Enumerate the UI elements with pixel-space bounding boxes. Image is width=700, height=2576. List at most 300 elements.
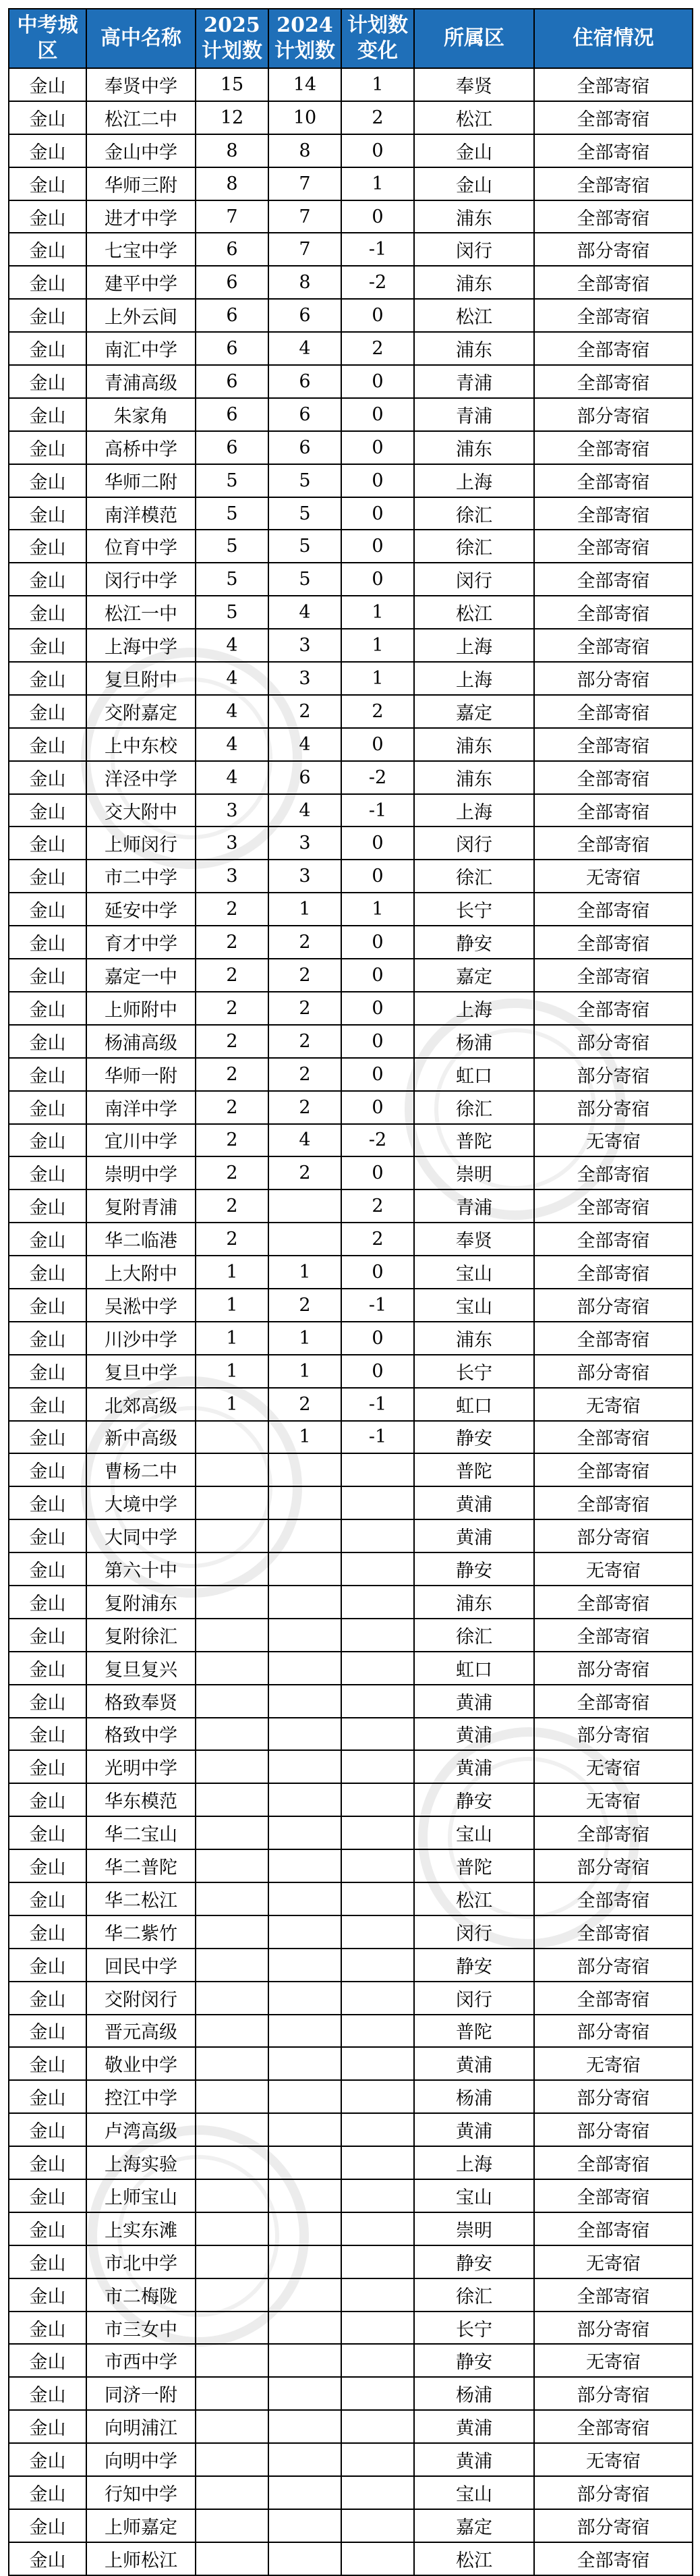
cell-school-name: 北郊高级 xyxy=(86,1388,196,1421)
cell-plan-2025 xyxy=(196,1982,268,2015)
cell-school-name: 敬业中学 xyxy=(86,2047,196,2080)
cell-district: 金山 xyxy=(9,959,86,992)
cell-boarding: 全部寄宿 xyxy=(534,761,693,794)
cell-boarding: 部分寄宿 xyxy=(534,1718,693,1751)
cell-plan-change: 0 xyxy=(341,926,414,959)
cell-plan-2025: 1 xyxy=(196,1256,268,1289)
cell-school-name: 华师二附 xyxy=(86,464,196,497)
cell-district: 金山 xyxy=(9,1322,86,1355)
cell-school-district: 上海 xyxy=(414,662,534,695)
cell-school-district: 黄浦 xyxy=(414,1685,534,1718)
cell-school-district: 宝山 xyxy=(414,1816,534,1849)
cell-district: 金山 xyxy=(9,2476,86,2509)
cell-boarding: 全部寄宿 xyxy=(534,530,693,563)
cell-school-name: 上大附中 xyxy=(86,1256,196,1289)
cell-school-district: 虹口 xyxy=(414,1388,534,1421)
table-row xyxy=(9,1388,693,1421)
cell-school-district: 浦东 xyxy=(414,761,534,794)
cell-school-district: 金山 xyxy=(414,134,534,167)
cell-plan-2025: 4 xyxy=(196,761,268,794)
table-row xyxy=(9,68,693,101)
cell-plan-2025 xyxy=(196,2509,268,2542)
cell-plan-change: 0 xyxy=(341,497,414,530)
cell-plan-2025: 1 xyxy=(196,1355,268,1388)
cell-plan-2024: 2 xyxy=(268,1156,341,1189)
cell-plan-2024 xyxy=(268,2146,341,2179)
cell-boarding: 全部寄宿 xyxy=(534,1421,693,1454)
cell-plan-change xyxy=(341,2443,414,2476)
cell-school-district: 闵行 xyxy=(414,563,534,596)
table-row xyxy=(9,299,693,332)
cell-boarding: 部分寄宿 xyxy=(534,2312,693,2345)
table-row xyxy=(9,233,693,266)
cell-plan-2025: 15 xyxy=(196,68,268,101)
cell-boarding: 部分寄宿 xyxy=(534,2080,693,2113)
cell-boarding: 无寄宿 xyxy=(534,1388,693,1421)
cell-school-district: 徐汇 xyxy=(414,1619,534,1652)
cell-school-district: 闵行 xyxy=(414,1915,534,1949)
cell-district: 金山 xyxy=(9,497,86,530)
cell-plan-2024: 3 xyxy=(268,860,341,893)
cell-boarding: 全部寄宿 xyxy=(534,464,693,497)
table-row xyxy=(9,596,693,629)
cell-plan-2025: 4 xyxy=(196,695,268,728)
cell-plan-2025 xyxy=(196,2015,268,2048)
cell-district: 金山 xyxy=(9,1816,86,1849)
table-row xyxy=(9,1915,693,1949)
cell-school-name: 奉贤中学 xyxy=(86,68,196,101)
cell-plan-change xyxy=(341,2542,414,2575)
cell-plan-2025: 1 xyxy=(196,1289,268,1322)
cell-boarding: 部分寄宿 xyxy=(534,1091,693,1124)
cell-boarding: 无寄宿 xyxy=(534,860,693,893)
cell-school-district: 嘉定 xyxy=(414,2509,534,2542)
cell-plan-change: 0 xyxy=(341,200,414,233)
cell-plan-2024: 4 xyxy=(268,596,341,629)
cell-boarding: 全部寄宿 xyxy=(534,1256,693,1289)
cell-school-name: 市西中学 xyxy=(86,2344,196,2377)
table-row xyxy=(9,893,693,926)
cell-school-name: 晋元高级 xyxy=(86,2015,196,2048)
cell-boarding: 全部寄宿 xyxy=(534,728,693,761)
cell-plan-change xyxy=(341,1915,414,1949)
table-body xyxy=(9,68,693,2575)
table-row xyxy=(9,1652,693,1685)
cell-school-district: 宝山 xyxy=(414,2476,534,2509)
cell-plan-2024 xyxy=(268,1586,341,1619)
cell-plan-change: 2 xyxy=(341,101,414,134)
cell-school-name: 上师嘉定 xyxy=(86,2509,196,2542)
cell-plan-2024 xyxy=(268,2542,341,2575)
header-district: 中考城区 xyxy=(9,9,86,68)
cell-boarding: 全部寄宿 xyxy=(534,1453,693,1486)
cell-plan-2024 xyxy=(268,1915,341,1949)
cell-district: 金山 xyxy=(9,2377,86,2410)
cell-district: 金山 xyxy=(9,1189,86,1223)
cell-plan-2025 xyxy=(196,1619,268,1652)
cell-plan-change: -1 xyxy=(341,794,414,827)
cell-school-district: 浦东 xyxy=(414,200,534,233)
cell-plan-2025 xyxy=(196,1519,268,1552)
cell-plan-2025 xyxy=(196,2212,268,2245)
table-row xyxy=(9,827,693,860)
cell-school-district: 黄浦 xyxy=(414,1486,534,1519)
cell-boarding: 全部寄宿 xyxy=(534,200,693,233)
cell-school-name: 金山中学 xyxy=(86,134,196,167)
cell-district: 金山 xyxy=(9,2278,86,2312)
cell-plan-change: 1 xyxy=(341,662,414,695)
cell-school-name: 上师宝山 xyxy=(86,2179,196,2212)
cell-plan-change xyxy=(341,2312,414,2345)
cell-school-district: 黄浦 xyxy=(414,2113,534,2146)
cell-plan-2024: 6 xyxy=(268,431,341,464)
cell-plan-change: 0 xyxy=(341,860,414,893)
cell-school-name: 南洋模范 xyxy=(86,497,196,530)
table-row xyxy=(9,992,693,1025)
table-row xyxy=(9,1091,693,1124)
cell-school-name: 高桥中学 xyxy=(86,431,196,464)
cell-school-name: 交附闵行 xyxy=(86,1982,196,2015)
cell-school-name: 华二松江 xyxy=(86,1882,196,1915)
cell-district: 金山 xyxy=(9,1519,86,1552)
cell-school-district: 黄浦 xyxy=(414,2047,534,2080)
header-plan-change: 计划数 变化 xyxy=(341,9,414,68)
table-row xyxy=(9,2113,693,2146)
cell-boarding: 全部寄宿 xyxy=(534,431,693,464)
cell-district: 金山 xyxy=(9,1949,86,1982)
cell-plan-2024: 4 xyxy=(268,1124,341,1157)
cell-plan-2024: 3 xyxy=(268,662,341,695)
cell-boarding: 部分寄宿 xyxy=(534,2113,693,2146)
cell-plan-change: -1 xyxy=(341,1421,414,1454)
cell-boarding: 部分寄宿 xyxy=(534,2377,693,2410)
cell-plan-2024 xyxy=(268,1552,341,1586)
cell-boarding: 部分寄宿 xyxy=(534,1849,693,1882)
cell-plan-2024: 7 xyxy=(268,233,341,266)
cell-plan-2024: 4 xyxy=(268,728,341,761)
cell-plan-2024: 2 xyxy=(268,1091,341,1124)
cell-school-district: 崇明 xyxy=(414,1156,534,1189)
cell-district: 金山 xyxy=(9,2410,86,2443)
cell-plan-2024: 8 xyxy=(268,134,341,167)
table-row xyxy=(9,2212,693,2245)
cell-district: 金山 xyxy=(9,365,86,398)
table-row xyxy=(9,662,693,695)
cell-district: 金山 xyxy=(9,1552,86,1586)
cell-district: 金山 xyxy=(9,2344,86,2377)
table-row xyxy=(9,2047,693,2080)
cell-school-name: 大同中学 xyxy=(86,1519,196,1552)
cell-plan-2024 xyxy=(268,2410,341,2443)
cell-district: 金山 xyxy=(9,629,86,662)
cell-district: 金山 xyxy=(9,827,86,860)
cell-district: 金山 xyxy=(9,794,86,827)
cell-plan-2024 xyxy=(268,2015,341,2048)
cell-school-name: 建平中学 xyxy=(86,266,196,299)
cell-district: 金山 xyxy=(9,2146,86,2179)
cell-plan-change: 2 xyxy=(341,332,414,365)
cell-district: 金山 xyxy=(9,1882,86,1915)
cell-boarding: 全部寄宿 xyxy=(534,134,693,167)
table-row xyxy=(9,266,693,299)
cell-district: 金山 xyxy=(9,134,86,167)
cell-boarding: 全部寄宿 xyxy=(534,1586,693,1619)
cell-plan-2024 xyxy=(268,1783,341,1816)
cell-plan-change: 1 xyxy=(341,68,414,101)
cell-plan-2025: 3 xyxy=(196,860,268,893)
cell-plan-2025 xyxy=(196,2146,268,2179)
cell-school-name: 松江一中 xyxy=(86,596,196,629)
cell-school-district: 黄浦 xyxy=(414,1718,534,1751)
table-row xyxy=(9,761,693,794)
cell-plan-2025: 2 xyxy=(196,893,268,926)
table-row xyxy=(9,1189,693,1223)
cell-school-district: 静安 xyxy=(414,2245,534,2278)
cell-plan-2025: 6 xyxy=(196,332,268,365)
cell-school-name: 复附浦东 xyxy=(86,1586,196,1619)
cell-district: 金山 xyxy=(9,1223,86,1256)
cell-district: 金山 xyxy=(9,2015,86,2048)
cell-plan-2025: 1 xyxy=(196,1388,268,1421)
cell-school-name: 川沙中学 xyxy=(86,1322,196,1355)
cell-plan-2025: 4 xyxy=(196,728,268,761)
cell-plan-2024: 1 xyxy=(268,1256,341,1289)
cell-district: 金山 xyxy=(9,1652,86,1685)
table-row xyxy=(9,2443,693,2476)
cell-boarding: 全部寄宿 xyxy=(534,1882,693,1915)
cell-district: 金山 xyxy=(9,464,86,497)
cell-plan-change: 0 xyxy=(341,827,414,860)
cell-plan-change xyxy=(341,1783,414,1816)
cell-school-district: 浦东 xyxy=(414,266,534,299)
cell-boarding: 全部寄宿 xyxy=(534,101,693,134)
cell-school-district: 黄浦 xyxy=(414,1519,534,1552)
table-row xyxy=(9,1882,693,1915)
table-row xyxy=(9,1453,693,1486)
cell-plan-2024: 7 xyxy=(268,200,341,233)
cell-boarding: 全部寄宿 xyxy=(534,827,693,860)
table-row xyxy=(9,1421,693,1454)
cell-plan-2024: 8 xyxy=(268,266,341,299)
cell-boarding: 全部寄宿 xyxy=(534,1223,693,1256)
cell-school-district: 上海 xyxy=(414,2146,534,2179)
cell-school-name: 洋泾中学 xyxy=(86,761,196,794)
cell-plan-change xyxy=(341,2377,414,2410)
cell-district: 金山 xyxy=(9,860,86,893)
cell-plan-2024 xyxy=(268,2245,341,2278)
cell-plan-change: 0 xyxy=(341,1025,414,1058)
admission-plan-table xyxy=(8,8,693,2576)
cell-district: 金山 xyxy=(9,1982,86,2015)
cell-district: 金山 xyxy=(9,2245,86,2278)
cell-plan-change xyxy=(341,1453,414,1486)
cell-school-district: 松江 xyxy=(414,1882,534,1915)
cell-plan-2024 xyxy=(268,1816,341,1849)
cell-school-district: 上海 xyxy=(414,464,534,497)
cell-plan-change: 2 xyxy=(341,695,414,728)
cell-plan-2024: 6 xyxy=(268,299,341,332)
cell-school-name: 杨浦高级 xyxy=(86,1025,196,1058)
cell-plan-change xyxy=(341,1652,414,1685)
cell-school-district: 徐汇 xyxy=(414,2278,534,2312)
cell-school-name: 交附嘉定 xyxy=(86,695,196,728)
cell-district: 金山 xyxy=(9,1685,86,1718)
table-row xyxy=(9,1586,693,1619)
cell-plan-2024 xyxy=(268,1619,341,1652)
cell-school-name: 七宝中学 xyxy=(86,233,196,266)
cell-plan-change xyxy=(341,1750,414,1783)
cell-plan-change: 1 xyxy=(341,167,414,200)
cell-boarding: 全部寄宿 xyxy=(534,2410,693,2443)
cell-school-district: 徐汇 xyxy=(414,530,534,563)
cell-school-name: 复附青浦 xyxy=(86,1189,196,1223)
cell-school-district: 宝山 xyxy=(414,1256,534,1289)
cell-plan-2025: 5 xyxy=(196,464,268,497)
cell-plan-2025: 4 xyxy=(196,629,268,662)
cell-plan-change: 2 xyxy=(341,1189,414,1223)
cell-school-name: 吴淞中学 xyxy=(86,1289,196,1322)
cell-school-name: 新中高级 xyxy=(86,1421,196,1454)
cell-school-district: 宝山 xyxy=(414,2179,534,2212)
table-row xyxy=(9,2476,693,2509)
cell-plan-2025 xyxy=(196,1915,268,1949)
cell-school-name: 向明浦江 xyxy=(86,2410,196,2443)
cell-district: 金山 xyxy=(9,332,86,365)
table-row xyxy=(9,497,693,530)
cell-plan-2025: 6 xyxy=(196,266,268,299)
cell-plan-change: 0 xyxy=(341,1091,414,1124)
cell-school-district: 上海 xyxy=(414,629,534,662)
cell-plan-change: 1 xyxy=(341,596,414,629)
cell-district: 金山 xyxy=(9,1156,86,1189)
cell-plan-2024 xyxy=(268,1685,341,1718)
cell-district: 金山 xyxy=(9,926,86,959)
cell-boarding: 无寄宿 xyxy=(534,2245,693,2278)
cell-boarding: 全部寄宿 xyxy=(534,695,693,728)
cell-plan-change: 1 xyxy=(341,629,414,662)
table-row xyxy=(9,860,693,893)
cell-school-name: 朱家角 xyxy=(86,398,196,431)
cell-school-district: 上海 xyxy=(414,992,534,1025)
table-row xyxy=(9,926,693,959)
cell-plan-2024: 2 xyxy=(268,959,341,992)
cell-boarding: 部分寄宿 xyxy=(534,662,693,695)
cell-school-name: 华师三附 xyxy=(86,167,196,200)
cell-school-name: 位育中学 xyxy=(86,530,196,563)
cell-school-district: 黄浦 xyxy=(414,1750,534,1783)
cell-school-district: 宝山 xyxy=(414,1289,534,1322)
table-row xyxy=(9,464,693,497)
cell-plan-change xyxy=(341,2344,414,2377)
cell-district: 金山 xyxy=(9,266,86,299)
cell-plan-change xyxy=(341,2509,414,2542)
cell-school-district: 静安 xyxy=(414,1552,534,1586)
cell-boarding: 部分寄宿 xyxy=(534,233,693,266)
cell-plan-change: 0 xyxy=(341,464,414,497)
cell-school-district: 浦东 xyxy=(414,332,534,365)
cell-district: 金山 xyxy=(9,1453,86,1486)
cell-school-district: 普陀 xyxy=(414,2015,534,2048)
cell-district: 金山 xyxy=(9,1783,86,1816)
cell-plan-change: 0 xyxy=(341,365,414,398)
table-row xyxy=(9,1718,693,1751)
table-row xyxy=(9,2410,693,2443)
table-row xyxy=(9,959,693,992)
cell-plan-2024 xyxy=(268,2080,341,2113)
cell-boarding: 部分寄宿 xyxy=(534,1519,693,1552)
cell-boarding: 部分寄宿 xyxy=(534,1355,693,1388)
cell-plan-change xyxy=(341,1519,414,1552)
cell-school-district: 杨浦 xyxy=(414,2377,534,2410)
cell-boarding: 全部寄宿 xyxy=(534,794,693,827)
cell-district: 金山 xyxy=(9,1915,86,1949)
cell-plan-2025 xyxy=(196,2476,268,2509)
cell-district: 金山 xyxy=(9,1289,86,1322)
cell-district: 金山 xyxy=(9,1256,86,1289)
cell-plan-2024: 2 xyxy=(268,1058,341,1091)
cell-plan-change: -1 xyxy=(341,1289,414,1322)
cell-plan-2025 xyxy=(196,1685,268,1718)
cell-boarding: 全部寄宿 xyxy=(534,629,693,662)
cell-boarding: 无寄宿 xyxy=(534,1750,693,1783)
table-row xyxy=(9,2080,693,2113)
cell-school-name: 市二梅陇 xyxy=(86,2278,196,2312)
table-row xyxy=(9,1619,693,1652)
cell-plan-2024 xyxy=(268,1849,341,1882)
cell-boarding: 全部寄宿 xyxy=(534,1619,693,1652)
cell-school-district: 嘉定 xyxy=(414,695,534,728)
table-row xyxy=(9,1849,693,1882)
cell-plan-2024: 2 xyxy=(268,1289,341,1322)
cell-plan-2024 xyxy=(268,2344,341,2377)
cell-plan-change xyxy=(341,2179,414,2212)
cell-plan-2025 xyxy=(196,2312,268,2345)
cell-plan-change: 1 xyxy=(341,893,414,926)
cell-plan-2025: 6 xyxy=(196,299,268,332)
cell-plan-2025: 6 xyxy=(196,365,268,398)
cell-school-name: 南洋中学 xyxy=(86,1091,196,1124)
table-row xyxy=(9,332,693,365)
cell-school-district: 长宁 xyxy=(414,1355,534,1388)
cell-school-district: 浦东 xyxy=(414,1586,534,1619)
cell-plan-change xyxy=(341,2410,414,2443)
cell-school-district: 闵行 xyxy=(414,1982,534,2015)
cell-boarding: 部分寄宿 xyxy=(534,1289,693,1322)
cell-boarding: 全部寄宿 xyxy=(534,1322,693,1355)
table-row xyxy=(9,200,693,233)
cell-district: 金山 xyxy=(9,992,86,1025)
cell-district: 金山 xyxy=(9,200,86,233)
cell-school-name: 曹杨二中 xyxy=(86,1453,196,1486)
cell-school-name: 华东模范 xyxy=(86,1783,196,1816)
cell-plan-change: 0 xyxy=(341,1156,414,1189)
cell-plan-2025: 2 xyxy=(196,992,268,1025)
cell-district: 金山 xyxy=(9,2443,86,2476)
cell-district: 金山 xyxy=(9,1486,86,1519)
cell-boarding: 全部寄宿 xyxy=(534,299,693,332)
cell-district: 金山 xyxy=(9,662,86,695)
cell-plan-2024: 6 xyxy=(268,365,341,398)
cell-boarding: 全部寄宿 xyxy=(534,1685,693,1718)
cell-school-name: 闵行中学 xyxy=(86,563,196,596)
cell-plan-change: -1 xyxy=(341,1388,414,1421)
cell-boarding: 无寄宿 xyxy=(534,2443,693,2476)
cell-plan-2025: 2 xyxy=(196,959,268,992)
table-row xyxy=(9,2146,693,2179)
cell-plan-change xyxy=(341,1982,414,2015)
table-row xyxy=(9,101,693,134)
table-row xyxy=(9,1025,693,1058)
